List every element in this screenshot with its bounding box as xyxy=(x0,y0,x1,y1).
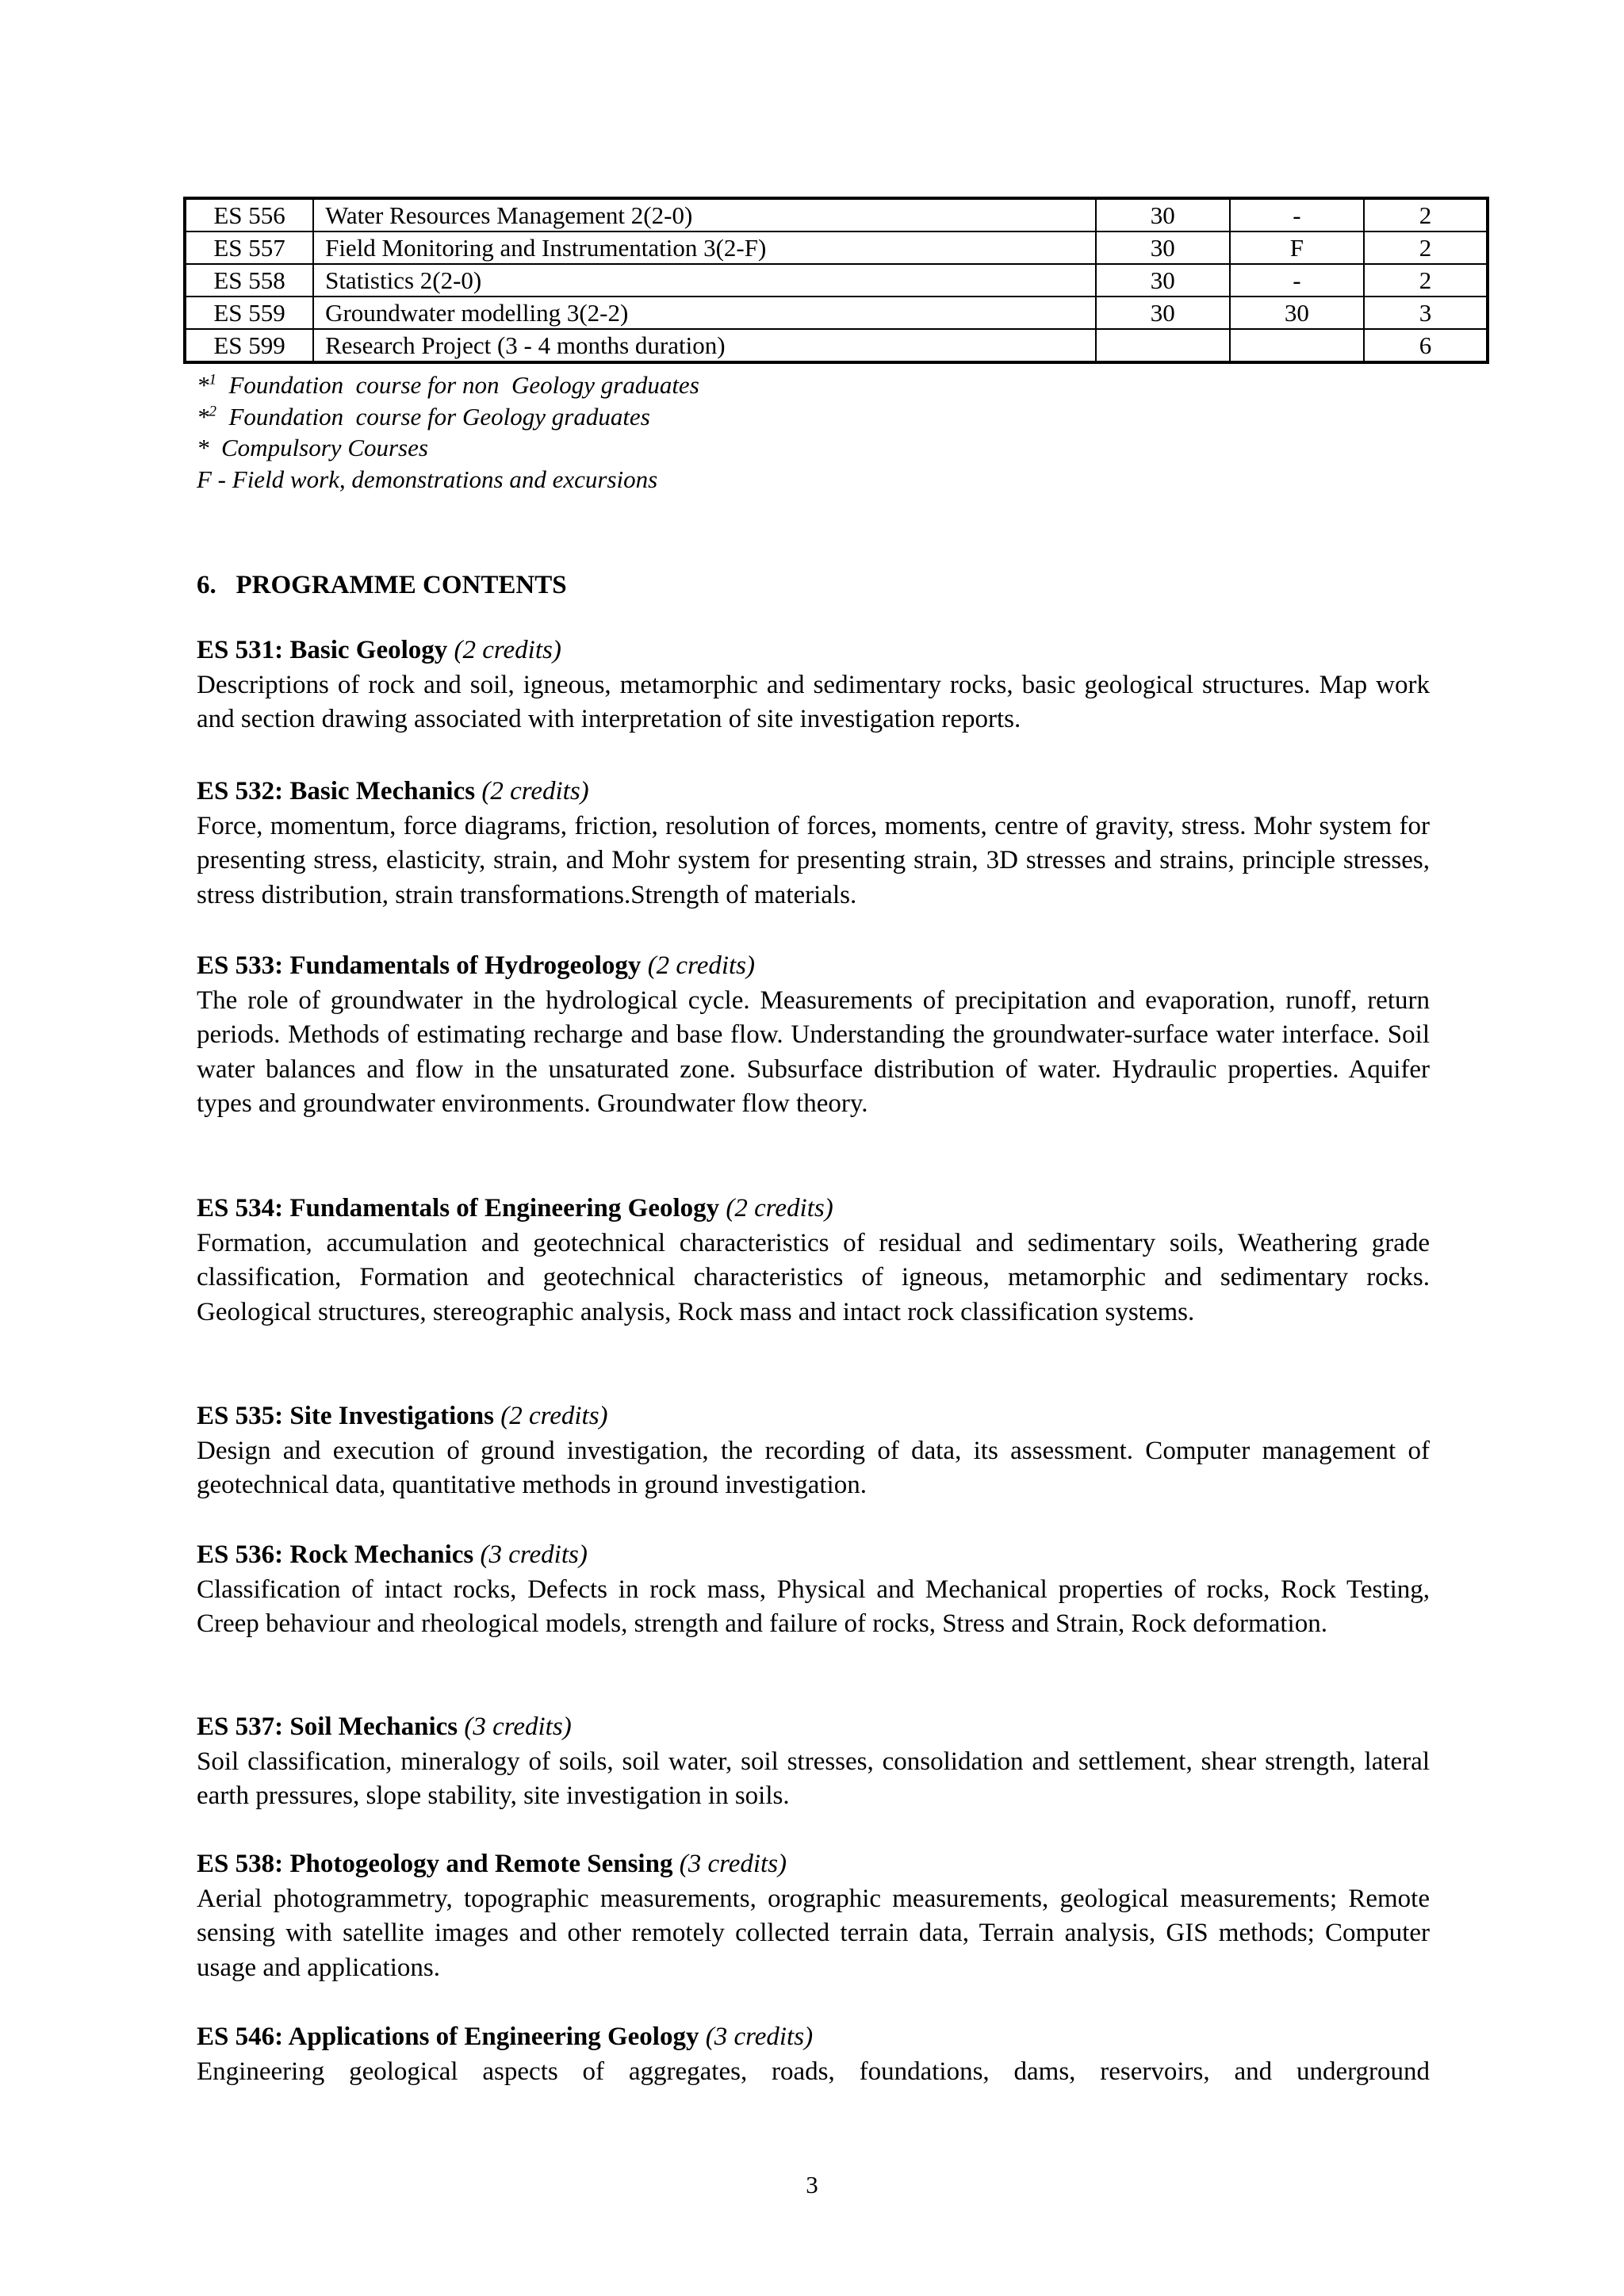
footnote-mark: * xyxy=(197,402,209,430)
course-title-cell: Statistics 2(2-0) xyxy=(313,264,1096,297)
course-description: The role of groundwater in the hydrological cycle. Measurements of precipitation and evaporation, runoff, return periods. Methods of estimating recharge and base flow. Understanding the groundwater-surface water interface. Soil water balances and flow in the unsaturated zone. Subsurface distribution of water. Hydraulic properties. Aquifer types and groundwater environments. Groundwater flow theory. xyxy=(197,985,1430,1118)
course-es-534 xyxy=(197,1192,1430,1330)
footnote-superscript: 2 xyxy=(209,403,216,420)
course-es-533 xyxy=(197,949,1430,1122)
course-description: Design and execution of ground investigation, the recording of data, its assessment. Computer management of geotechnical data, quantitative methods in ground investigation. xyxy=(197,1436,1430,1499)
course-description: Classification of intact rocks, Defects in rock mass, Physical and Mechanical properties of rocks, Rock Testing, Creep behaviour and rheological models, strength and failure of rocks, Stress and Strain, Rock deformation. xyxy=(197,1575,1430,1638)
footnote-text: F - Field work, demonstrations and excursions xyxy=(197,465,658,493)
course-credits: (3 credits) xyxy=(480,1540,588,1569)
course-credits: (3 credits) xyxy=(705,2022,814,2051)
hours-cell-1: 30 xyxy=(1096,297,1230,329)
hours-cell-2: - xyxy=(1230,264,1364,297)
course-code-title: ES 535: Site Investigations xyxy=(197,1402,494,1430)
course-es-546 xyxy=(197,2020,1430,2089)
table-footnotes xyxy=(197,369,699,495)
course-table xyxy=(183,197,1489,364)
course-credits: (2 credits) xyxy=(481,777,589,806)
hours-cell-2: - xyxy=(1230,198,1364,232)
course-title-cell: Groundwater modelling 3(2-2) xyxy=(313,297,1096,329)
course-title-cell: Research Project (3 - 4 months duration) xyxy=(313,329,1096,362)
course-code-cell: ES 599 xyxy=(185,329,313,362)
footnote-4 xyxy=(197,464,699,496)
course-heading xyxy=(197,1847,1430,1882)
course-title-cell: Field Monitoring and Instrumentation 3(2-F) xyxy=(313,232,1096,264)
course-description: Engineering geological aspects of aggregates, roads, foundations, dams, reservoirs, and underground xyxy=(197,2057,1430,2086)
course-description: Descriptions of rock and soil, igneous, metamorphic and sedimentary rocks, basic geological structures. Map work and section drawing associated with interpretation of site investigation reports. xyxy=(197,670,1430,733)
course-es-536 xyxy=(197,1538,1430,1642)
course-code-cell: ES 559 xyxy=(185,297,313,329)
course-credits: (3 credits) xyxy=(679,1850,787,1878)
credits-cell: 3 xyxy=(1364,297,1488,329)
course-heading xyxy=(197,2020,1430,2055)
course-description: Force, momentum, force diagrams, friction, resolution of forces, moments, centre of gravity, stress. Mohr system for presenting stress, elasticity, strain, and Mohr system for presenting strain, 3D stresses and strains, principle stresses, stress distribution, strain transformations.Strength of materials. xyxy=(197,811,1430,909)
table-row xyxy=(185,297,1488,329)
course-code-cell: ES 556 xyxy=(185,198,313,232)
course-heading xyxy=(197,1399,1430,1434)
course-es-535 xyxy=(197,1399,1430,1503)
course-code-title: ES 546: Applications of Engineering Geology xyxy=(197,2022,699,2051)
course-es-538 xyxy=(197,1847,1430,1985)
footnote-2 xyxy=(197,401,699,433)
credits-cell: 2 xyxy=(1364,198,1488,232)
footnote-text: Foundation course for non Geology graduates xyxy=(216,371,699,399)
course-code-title: ES 531: Basic Geology xyxy=(197,636,448,664)
course-title-cell: Water Resources Management 2(2-0) xyxy=(313,198,1096,232)
footnote-1 xyxy=(197,369,699,401)
course-code-title: ES 534: Fundamentals of Engineering Geology xyxy=(197,1194,720,1223)
hours-cell-2: F xyxy=(1230,232,1364,264)
course-description: Formation, accumulation and geotechnical characteristics of residual and sedimentary soils, Weathering grade classification, Formation and geotechnical characteristics of igneous, metamorphic and sedimentary rocks. Geological structures, stereographic analysis, Rock mass and intact rock classification systems. xyxy=(197,1228,1430,1326)
course-code-title: ES 538: Photogeology and Remote Sensing xyxy=(197,1850,673,1878)
course-es-532 xyxy=(197,775,1430,913)
hours-cell-1: 30 xyxy=(1096,198,1230,232)
course-description: Aerial photogrammetry, topographic measurements, orographic measurements, geological measurements; Remote sensing with satellite images and other remotely collected terrain data, Terrain analysis, GIS methods; Computer usage and applications. xyxy=(197,1884,1430,1982)
footnote-mark: * xyxy=(197,434,209,461)
course-code-title: ES 533: Fundamentals of Hydrogeology xyxy=(197,951,642,980)
footnote-superscript: 1 xyxy=(209,371,216,388)
hours-cell-2: 30 xyxy=(1230,297,1364,329)
course-heading xyxy=(197,1538,1430,1573)
course-credits: (2 credits) xyxy=(454,636,561,664)
course-code-cell: ES 558 xyxy=(185,264,313,297)
course-code-title: ES 532: Basic Mechanics xyxy=(197,777,476,806)
course-code-cell: ES 557 xyxy=(185,232,313,264)
course-credits: (2 credits) xyxy=(647,951,756,980)
course-heading xyxy=(197,1192,1430,1226)
footnote-mark: * xyxy=(197,371,209,399)
table-row xyxy=(185,264,1488,297)
course-credits: (2 credits) xyxy=(726,1194,833,1223)
table-row xyxy=(185,329,1488,362)
course-code-title: ES 537: Soil Mechanics xyxy=(197,1712,458,1741)
course-credits: (3 credits) xyxy=(464,1712,572,1741)
hours-cell-1: 30 xyxy=(1096,264,1230,297)
course-heading xyxy=(197,949,1430,984)
section-heading: 6. PROGRAMME CONTENTS xyxy=(197,571,567,599)
course-es-531 xyxy=(197,633,1430,737)
credits-cell: 2 xyxy=(1364,232,1488,264)
table-row xyxy=(185,232,1488,264)
footnote-text: Foundation course for Geology graduates xyxy=(216,402,650,430)
course-credits: (2 credits) xyxy=(500,1402,608,1430)
course-code-title: ES 536: Rock Mechanics xyxy=(197,1540,474,1569)
footnote-text: Compulsory Courses xyxy=(209,434,428,461)
page-number: 3 xyxy=(806,2171,818,2198)
footnote-3 xyxy=(197,432,699,464)
credits-cell: 2 xyxy=(1364,264,1488,297)
course-heading xyxy=(197,1710,1430,1745)
credits-cell: 6 xyxy=(1364,329,1488,362)
hours-cell-2 xyxy=(1230,329,1364,362)
course-heading xyxy=(197,633,1430,668)
course-es-537 xyxy=(197,1710,1430,1814)
table-row xyxy=(185,198,1488,232)
hours-cell-1 xyxy=(1096,329,1230,362)
course-heading xyxy=(197,775,1430,809)
hours-cell-1: 30 xyxy=(1096,232,1230,264)
course-description: Soil classification, mineralogy of soils, soil water, soil stresses, consolidation and settlement, shear strength, lateral earth pressures, slope stability, site investigation in soils. xyxy=(197,1747,1430,1810)
